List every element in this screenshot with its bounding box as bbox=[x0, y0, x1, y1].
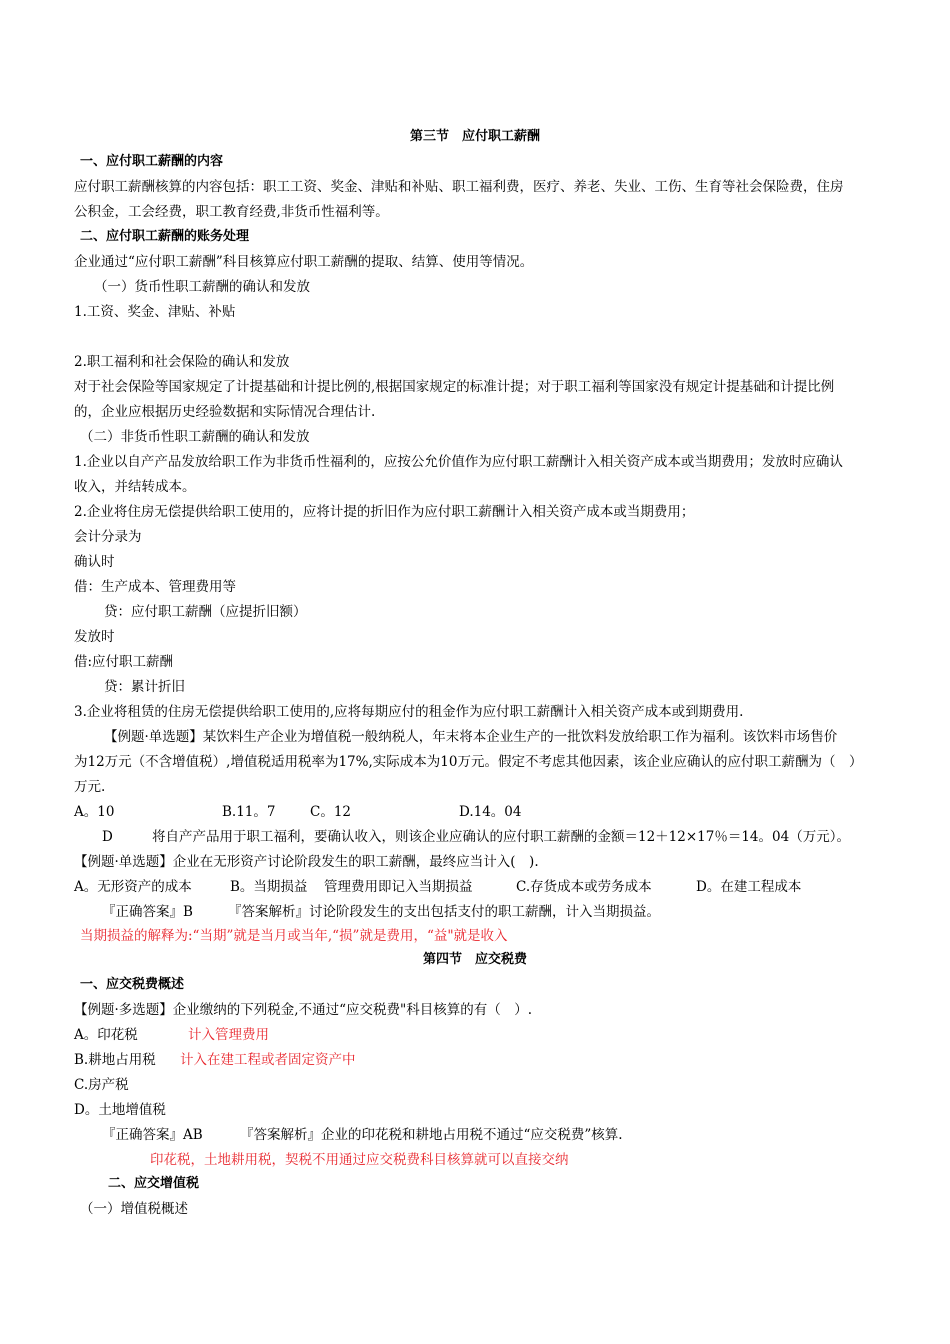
red-note: 当期损益的解释为:“当期”就是当月或当年,“损”就是费用，“益"就是收入 bbox=[80, 928, 508, 944]
option-b: B.11。7 bbox=[222, 804, 276, 820]
answer: 『正确答案』B bbox=[102, 904, 193, 920]
paragraph-line: 企业通过“应付职工薪酬”科目核算应付职工薪酬的提取、结算、使用等情况。 bbox=[74, 254, 534, 270]
journal-credit: 贷：累计折旧 bbox=[104, 679, 185, 695]
paragraph-line: 3.企业将租赁的住房无偿提供给职工使用的,应将每期应付的租金作为应付职工薪酬计入相关资产成本或到期费用. bbox=[74, 704, 744, 720]
heading: 二、应付职工薪酬的账务处理 bbox=[80, 229, 250, 244]
paragraph-line: 对于社会保险等国家规定了计提基础和计提比例的,根据国家规定的标准计提；对于职工福利等国家没有规定计提基础和计提比例 bbox=[74, 379, 835, 395]
heading: 二、应交增值税 bbox=[108, 1176, 200, 1191]
subheading: （一）货币性职工薪酬的确认和发放 bbox=[94, 279, 310, 295]
red-note: 印花税，土地耕用税，契税不用通过应交税费科目核算就可以直接交纳 bbox=[150, 1152, 569, 1168]
list-item: 1.工资、奖金、津贴、补贴 bbox=[74, 304, 236, 320]
subheading: （一）增值税概述 bbox=[80, 1201, 188, 1217]
journal-debit: 借:应付职工薪酬 bbox=[74, 654, 174, 670]
heading: 一、应付职工薪酬的内容 bbox=[80, 154, 224, 169]
option-a: A。无形资产的成本 bbox=[74, 879, 192, 895]
example-question: 为12万元（不含增值税）,增值税适用税率为17%,实际成本为10万元。假定不考虑其他因素，该企业应确认的应付职工薪酬为（ ） bbox=[74, 754, 863, 770]
red-note: 计入管理费用 bbox=[188, 1027, 269, 1043]
paragraph-line: 发放时 bbox=[74, 629, 115, 645]
option-a: A。印花税 bbox=[74, 1027, 138, 1043]
paragraph-line: 会计分录为 bbox=[74, 529, 142, 545]
example-question: 【例题·单选题】企业在无形资产讨论阶段发生的职工薪酬，最终应当计入( ). bbox=[74, 854, 539, 870]
explanation: 『答案解析』讨论阶段发生的支出包括支付的职工薪酬，计入当期损益。 bbox=[228, 904, 660, 920]
section-title: 第三节 应付职工薪酬 bbox=[409, 129, 540, 144]
option-c: C。12 bbox=[310, 804, 352, 820]
option-c: C.房产税 bbox=[74, 1077, 129, 1093]
heading: 一、应交税费概述 bbox=[80, 977, 185, 992]
paragraph-line: 确认时 bbox=[74, 554, 115, 570]
option-d: D。土地增值税 bbox=[74, 1102, 166, 1118]
option-a: A。10 bbox=[74, 804, 115, 820]
option-b-note: 管理费用即记入当期损益 bbox=[324, 879, 473, 895]
red-note: 计入在建工程或者固定资产中 bbox=[180, 1052, 356, 1068]
answer: 『正确答案』AB bbox=[102, 1127, 203, 1143]
answer: D bbox=[102, 829, 113, 845]
explanation: 『答案解析』企业的印花税和耕地占用税不通过“应交税费”核算. bbox=[240, 1127, 623, 1143]
example-question: 【例题·单选题】某饮料生产企业为增值税一般纳税人，年末将本企业生产的一批饮料发放给职工作为福利。该饮料市场售价 bbox=[104, 729, 838, 745]
journal-debit: 借：生产成本、管理费用等 bbox=[74, 579, 236, 595]
subheading: （二）非货币性职工薪酬的确认和发放 bbox=[80, 429, 310, 445]
paragraph-line: 收入，并结转成本。 bbox=[74, 479, 196, 495]
option-b: B。当期损益 bbox=[230, 879, 308, 895]
option-c: C.存货成本或劳务成本 bbox=[516, 879, 652, 895]
example-question: 万元. bbox=[74, 779, 106, 795]
section-title: 第四节 应交税费 bbox=[422, 952, 527, 967]
option-d: D。在建工程成本 bbox=[696, 879, 802, 895]
option-b: B.耕地占用税 bbox=[74, 1052, 156, 1068]
journal-credit: 贷：应付职工薪酬（应提折旧额） bbox=[104, 604, 307, 620]
option-d: D.14。04 bbox=[459, 804, 522, 820]
paragraph-line: 的，企业应根据历史经验数据和实际情况合理估计. bbox=[74, 404, 376, 420]
paragraph-line: 应付职工薪酬核算的内容包括：职工工资、奖金、津贴和补贴、职工福利费，医疗、养老、失业、工伤、生育等社会保险费，住房 bbox=[74, 179, 844, 195]
paragraph-line: 公积金，工会经费，职工教育经费,非货币性福利等。 bbox=[74, 204, 389, 220]
explanation: 将自产产品用于职工福利，要确认收入，则该企业应确认的应付职工薪酬的金额＝12＋12×17％＝14。04（万元）。 bbox=[152, 829, 850, 845]
paragraph-line: 2.企业将住房无偿提供给职工使用的，应将计提的折旧作为应付职工薪酬计入相关资产成本或当期费用； bbox=[74, 504, 695, 520]
list-item: 2.职工福利和社会保险的确认和发放 bbox=[74, 354, 290, 370]
example-question: 【例题·多选题】企业缴纳的下列税金,不通过“应交税费"科目核算的有（ ）. bbox=[74, 1002, 532, 1018]
paragraph-line: 1.企业以自产产品发放给职工作为非货币性福利的，应按公允价值作为应付职工薪酬计入相关资产成本或当期费用；发放时应确认 bbox=[74, 454, 843, 470]
